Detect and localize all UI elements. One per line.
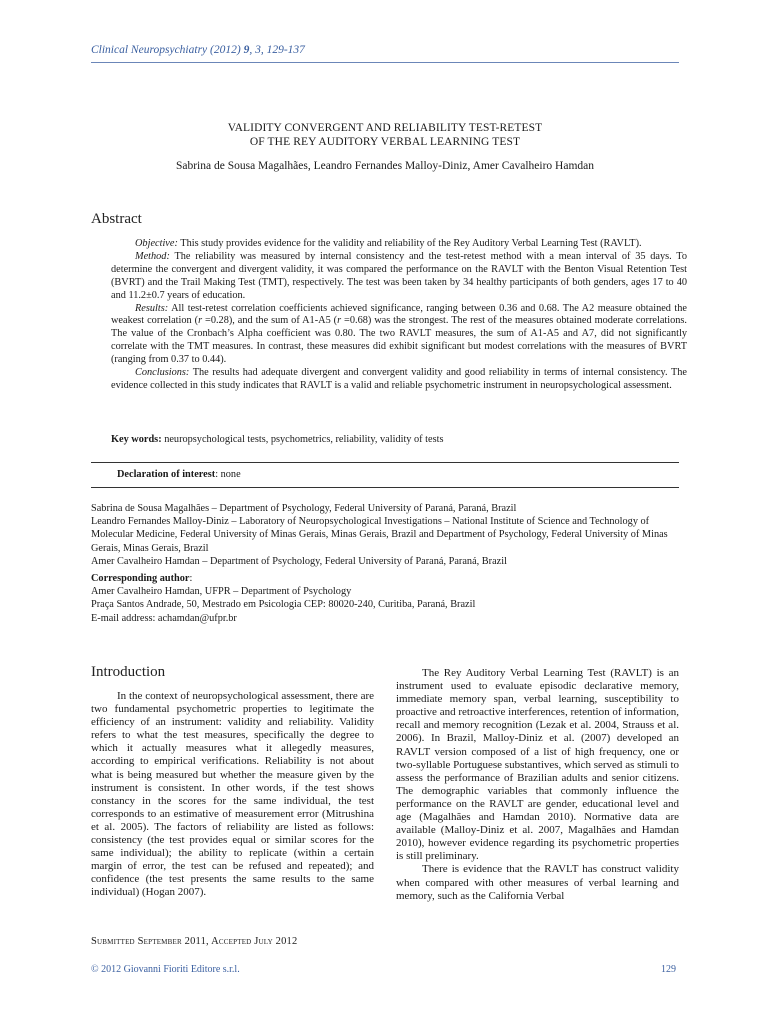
intro-left-column [91,690,374,900]
affiliation-item: Amer Cavalheiro Hamdan – Department of Psychology, Federal University of Paraná, Paraná, Brazil [91,555,507,567]
submission-dates: Submitted September 2011, Accepted July 2012 [91,936,298,947]
intro-paragraph: The Rey Auditory Verbal Learning Test (RAVLT) is an instrument used to evaluate episodic declarative memory, immediate memory span, verbal learning, susceptibility to proactive and retroactive interferences, retention of information, recall and memory recognition (Lezak et al. 2004, Strauss et al. 2006). In Brazil, Malloy-Diniz et al. (2007) developed an RAVLT version composed of a list of high frequency, one or two-syllable Portuguese substantives, which served as stimuli to assess the performance of Brazilian adults and senior citizens. The demographic variables that commonly influence the performance on the RAVLT are gender, educational level and age (Magalhães and Hamdan 2010). Normative data are available (Malloy-Diniz et al. 2007, Magalhães and Hamdan 2010), however evidence regarding its psychometric properties is still preliminary. [396,667,679,863]
copyright: © 2012 Giovanni Fioriti Editore s.r.l. [91,964,240,975]
authors: Sabrina de Sousa Magalhães, Leandro Fernandes Malloy-Diniz, Amer Cavalheiro Hamdan [175,160,595,172]
divider-top [91,462,679,463]
keywords: Key words: neuropsychological tests, psychometrics, reliability, validity of tests [111,434,444,445]
corresponding-author-email: E-mail address: achamdan@ufpr.br [91,612,237,624]
intro-paragraph: In the context of neuropsychological assessment, there are two fundamental psychometric properties to legitimate the efficiency of an instrument: validity and reliability. Validity refers to what the test measures, specifically the degree to which it actually measures what it allegedly measures, according to empirical verifications. Reliability is not about what is being measured but whether the measure given by the instrument is consistent. In other words, if the test shows constancy in the scores for the same individual, the test corresponds to an estimative of measurement error (Mitrushina et al. 2005). The factors of reliability are listed as follows: consistency (the test provides equal or similar scores for the same individual); the ability to replicate (within a certain margin of error, the test can be refused and repeated); and confidence (the test presents the same results to the same individual) (Hogan 2007). [91,690,374,899]
corresponding-author-address: Praça Santos Andrade, 50, Mestrado em Psicologia CEP: 80020-240, Curitiba, Paraná, Brazil [91,599,476,611]
journal-citation: Clinical Neuropsychiatry (2012) 9, 3, 129-137 [91,44,305,56]
declaration-of-interest: Declaration of interest: none [117,469,241,480]
corresponding-author-name: Amer Cavalheiro Hamdan, UFPR – Department of Psychology [91,586,352,598]
divider-bottom [91,487,679,488]
abstract-body [111,238,687,393]
affiliation-item: Sabrina de Sousa Magalhães – Department of Psychology, Federal University of Paraná, Paraná, Brazil [91,503,517,514]
page-number: 129 [661,964,676,975]
title-line-1: VALIDITY CONVERGENT AND RELIABILITY TEST-RETEST [227,122,543,134]
header-rule [91,62,679,63]
intro-paragraph: There is evidence that the RAVLT has construct validity when compared with other measures of verbal learning and memory, such as the California Verbal [396,863,679,902]
affiliation-item: Leandro Fernandes Malloy-Diniz – Laboratory of Neuropsychological Investigations – National Institute of Science and Technology of Molecular Medicine, Federal University of Minas Gerais, Minas Gerais, Brazil and Department of Psychology, Federal University of Minas Gerais, Minas Gerais, Brazil [91,516,668,554]
title-line-2: OF THE REY AUDITORY VERBAL LEARNING TEST [249,136,521,148]
intro-right-column [396,667,679,903]
abstract-method: Method: The reliability was measured by internal consistency and the test-retest method with a mean interval of 35 days. To determine the convergent and divergent validity, it was compared the performance on the RAVLT with the Benton Visual Retention Test (BVRT) and the Trail Making Test (TMT), respectively. The test was been taken by 34 healthy participants of both genders, ages 17 to 40 and 11.2±0.7 years of education. [111,250,687,301]
affiliations [91,502,681,625]
abstract-results: Results: All test-retest correlation coefficients achieved significance, ranging between 0.36 and 0.68. The A2 measure obtained the weakest correlation (r =0.28), and the sum of A1-A5 (r =0.68) was the strongest. The rest of the measures obtained moderate correlations. The value of the Cronbach’s Alpha coefficient was 0.80. The two RAVLT measures, the sum of A1-A5 and A7, did not significantly correlate with the TMT measures. In contrast, these measures did exhibit significant but modest correlations with the measures of BVRT (ranging from 0.37 to 0.44). [111,302,688,366]
corresponding-author-label: Corresponding author: [91,573,193,585]
introduction-heading: Introduction [91,664,166,680]
abstract-conclusions: Conclusions: The results had adequate divergent and convergent validity and good reliability in terms of internal consistency. The evidence collected in this study indicates that RAVLT is a valid and reliable psychometric instrument in neuropsychological assessment. [111,367,687,391]
abstract-objective: Objective: This study provides evidence for the validity and reliability of the Rey Auditory Verbal Learning Test (RAVLT). [135,238,642,249]
abstract-heading: Abstract [91,211,142,227]
